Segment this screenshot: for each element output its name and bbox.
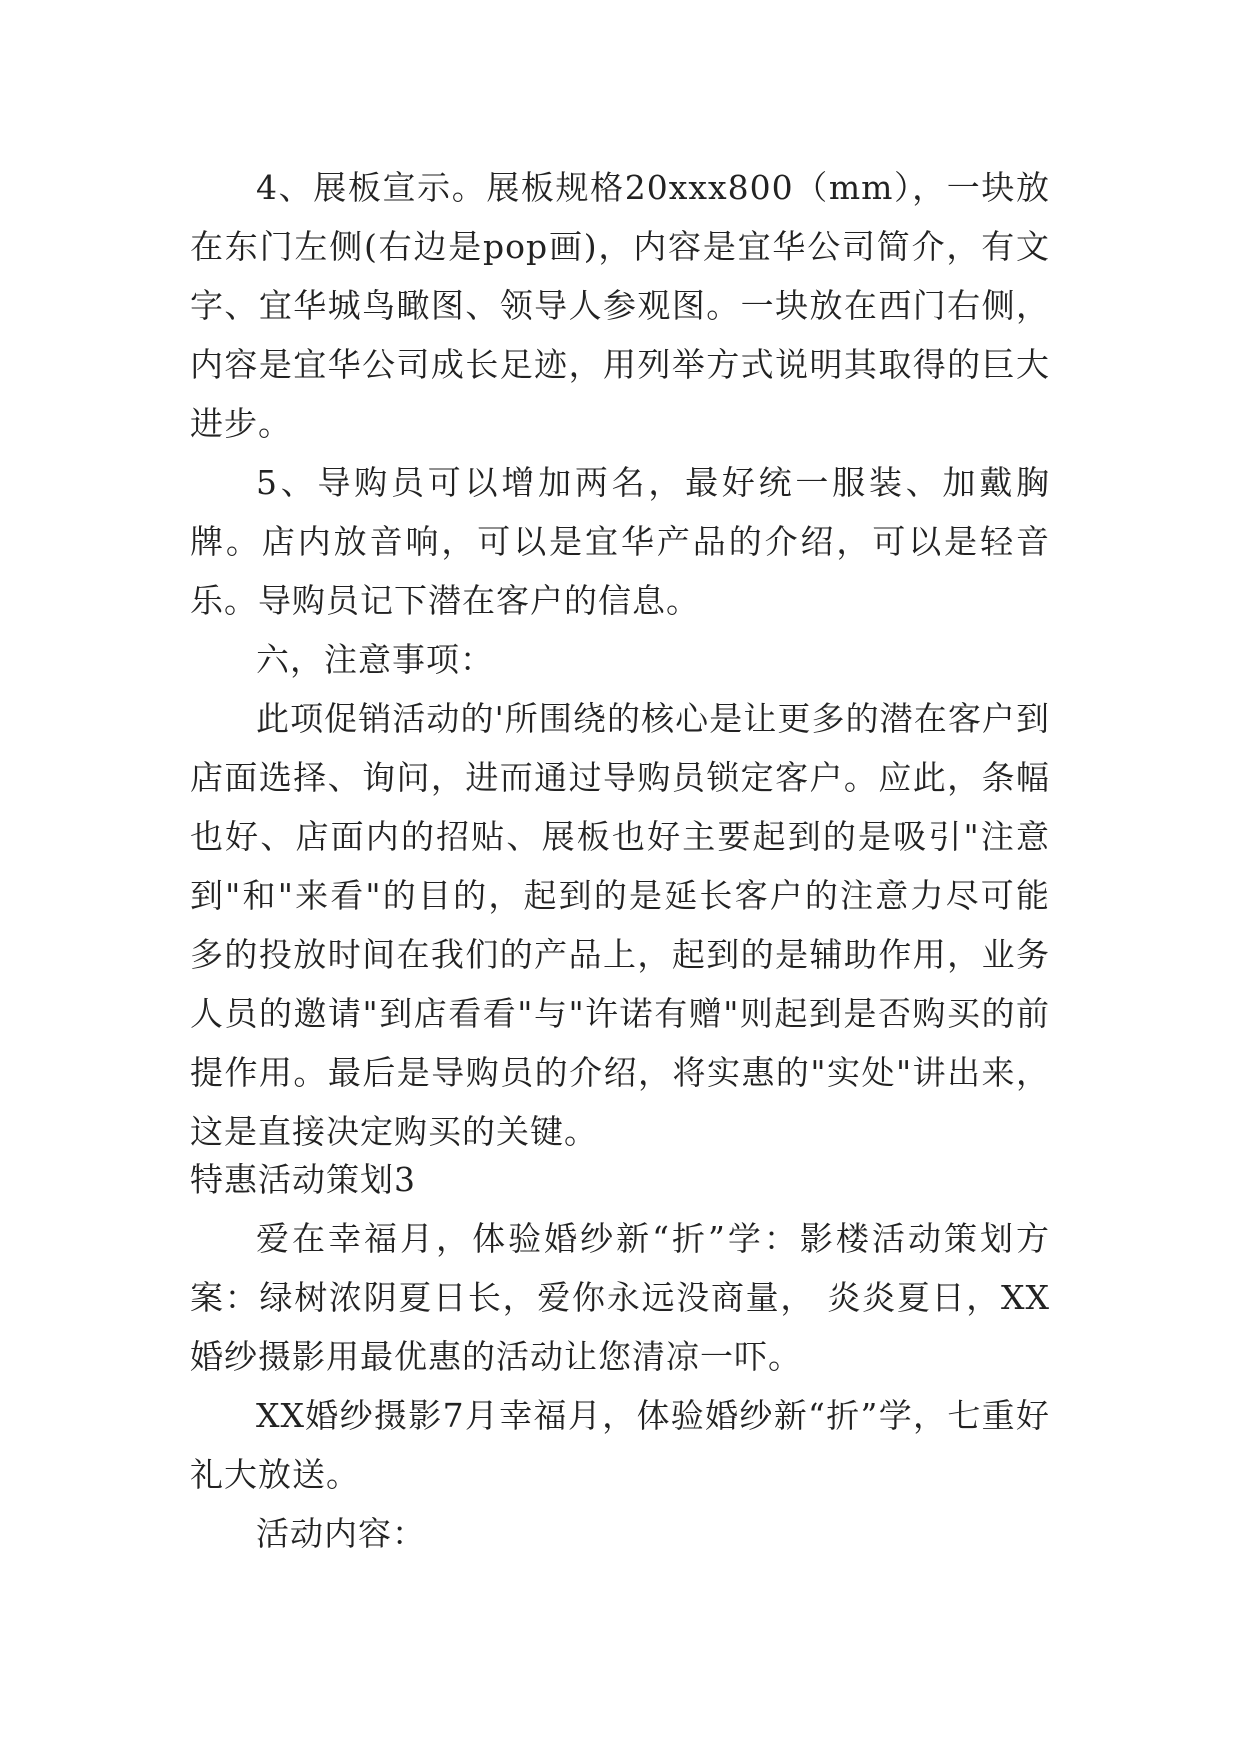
body-text-top [190,158,1050,1161]
paragraph-notes-body: 此项促销活动的'所围绕的核心是让更多的潜在客户到店面选择、询问，进而通过导购员锁定客户。应此，条幅也好、店面内的招贴、展板也好主要起到的是吸引"注意到"和"来看"的目的，起到的是延长客户的注意力尽可能多的投放时间在我们的产品上，起到的是辅助作用，业务人员的邀请"到店看看"与"许诺有赠"则起到是否购买的前提作用。最后是导购员的介绍，将实惠的"实处"讲出来，这是直接决定购买的关键。 [190,699,1050,1151]
paragraph-notes-heading: 六，注意事项： [256,640,494,679]
section-title: 特惠活动策划3 [190,1160,416,1199]
paragraph-wedding-intro: 爱在幸福月，体验婚纱新“折”学：影楼活动策划方案：绿树浓阴夏日长，爱你永远没商量， 炎炎夏日，XX婚纱摄影用最优惠的活动让您清凉一吓。 [190,1219,1050,1376]
paragraph-shopping-guide: 5、导购员可以增加两名，最好统一服装、加戴胸牌。店内放音响，可以是宜华产品的介绍，可以是轻音乐。导购员记下潜在客户的信息。 [190,463,1050,620]
paragraph-happy-month: XX婚纱摄影7月幸福月，体验婚纱新“折”学，七重好礼大放送。 [190,1396,1050,1494]
paragraph-activity-content: 活动内容： [256,1514,426,1553]
paragraph-display-board: 4、展板宣示。展板规格20xxx800（mm），一块放在东门左侧(右边是pop画)，内容是宜华公司简介，有文字、宜华城鸟瞰图、领导人参观图。一块放在西门右侧，内容是宜华公司成长足迹，用列举方式说明其取得的巨大进步。 [190,168,1050,443]
body-text-bottom [190,1150,1050,1563]
